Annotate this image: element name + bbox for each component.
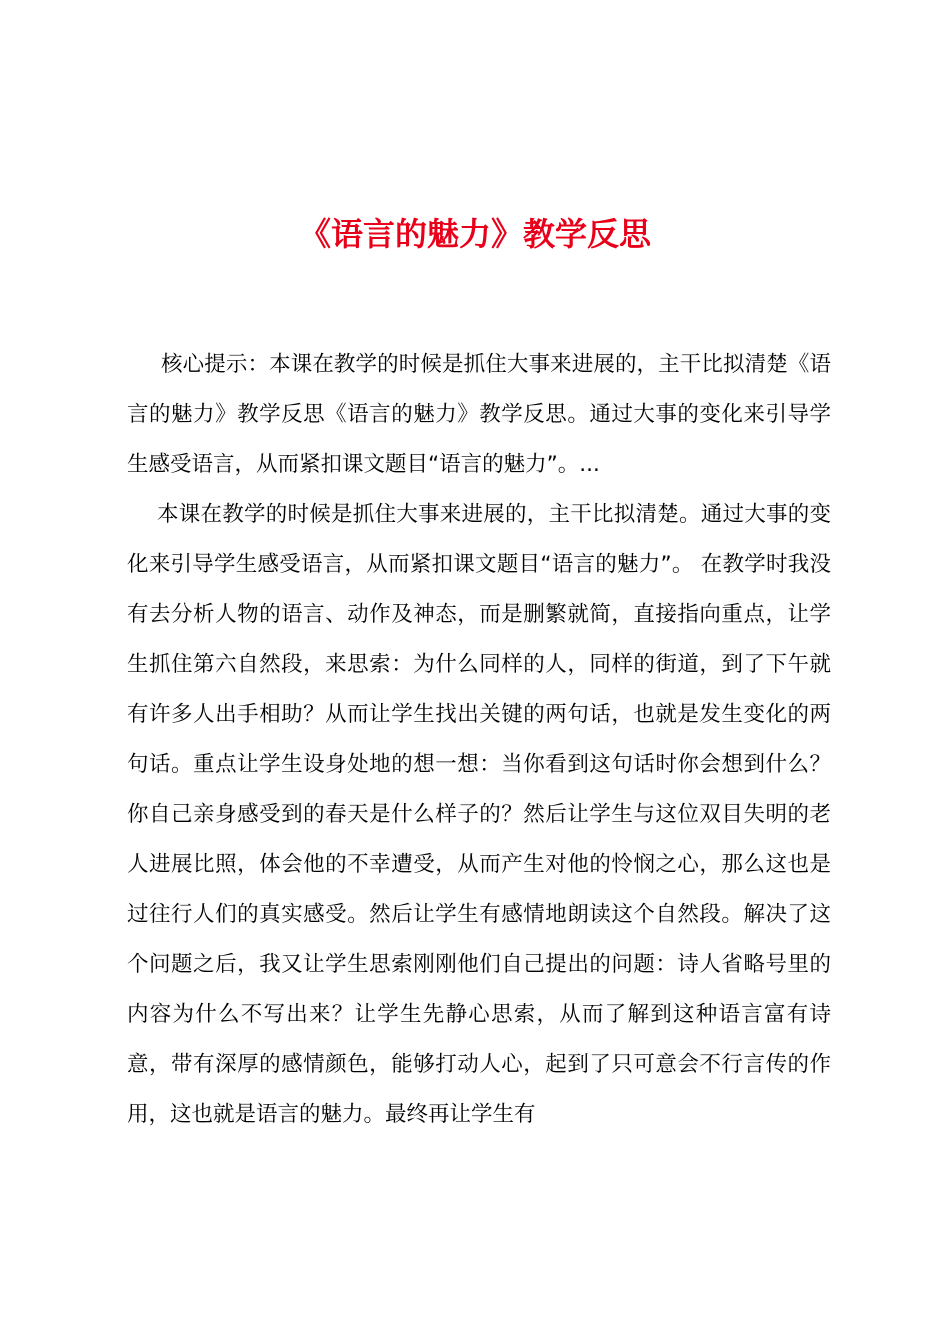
body-paragraph: 本课在教学的时候是抓住大事来进展的，主干比拟清楚。通过大事的变化来引导学生感受语言，从而紧扣课文题目“语言的魅力”。 在教学时我没有去分析人物的语言、动作及神态，而是删繁就简，直接指向重点，让学生抓住第六自然段，来思索：为什么同样的人，同样的街道，到了下午就有许多人出手相助？从而让学生找出关键的两句话，也就是发生变化的两句话。重点让学生设身处地的想一想：当你看到这句话时你会想到什么？你自己亲身感受到的春天是什么样子的？然后让学生与这位双目失明的老人进展比照，体会他的不幸遭受，从而产生对他的怜悯之心，那么这也是过往行人们的真实感受。然后让学生有感情地朗读这个自然段。解决了这个问题之后，我又让学生思索刚刚他们自己提出的问题：诗人省略号里的内容为什么不写出来？让学生先静心思索，从而了解到这种语言富有诗意，带有深厚的感情颜色，能够打动人心，起到了只可意会不行言传的作用，这也就是语言的魅力。最终再让学生有 [127,502,831,1127]
page-title: 《语言的魅力》教学反思 [298,215,651,253]
summary-paragraph: 核心提示：本课在教学的时候是抓住大事来进展的，主干比拟清楚《语言的魅力》教学反思《语言的魅力》教学反思。通过大事的变化来引导学生感受语言，从而紧扣课文题目“语言的魅力”。... [127,352,831,477]
